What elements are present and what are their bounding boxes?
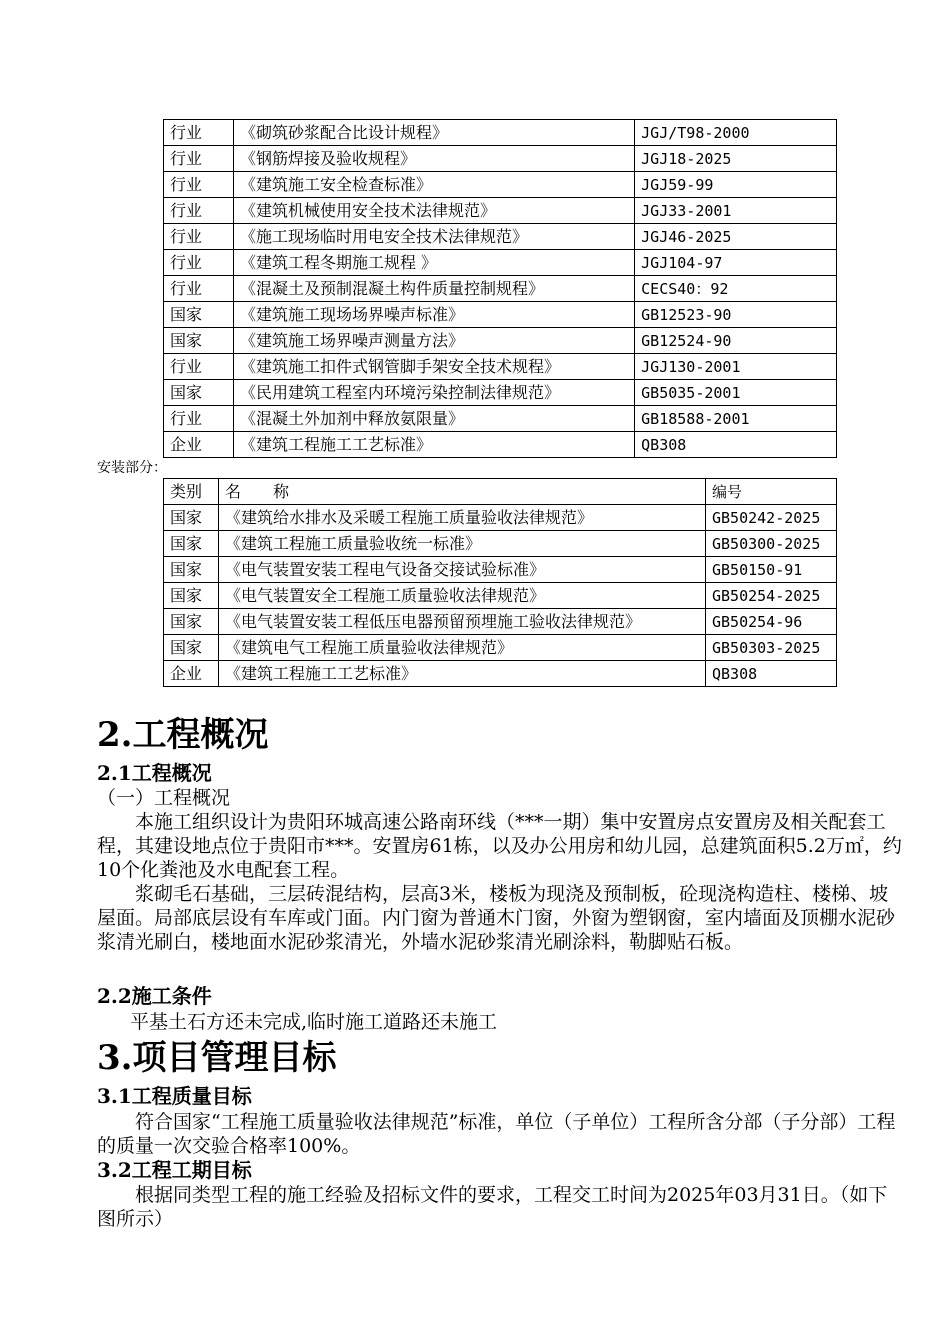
section-3-1-heading: 3.1工程质量目标	[97, 1084, 252, 1108]
table-row	[164, 432, 837, 458]
standard-name-cell: 《建筑给水排水及采暖工程施工质量验收法律规范》	[218, 505, 705, 531]
standard-name-cell: 《砌筑砂浆配合比设计规程》	[233, 120, 634, 146]
standard-code-cell: GB12524-90	[635, 328, 837, 354]
standard-name-cell: 《施工现场临时用电安全技术法律规范》	[233, 224, 634, 250]
standards-table-installation-body	[164, 479, 837, 687]
standard-category-cell: 国家	[164, 583, 219, 609]
standard-code-cell: QB308	[706, 661, 837, 687]
table-row	[164, 583, 837, 609]
standard-name-cell: 《建筑电气工程施工质量验收法律规范》	[218, 635, 705, 661]
standard-code-cell: GB50254-96	[706, 609, 837, 635]
table-row	[164, 302, 837, 328]
standards-table-installation	[163, 478, 837, 687]
standard-code-cell: JGJ104-97	[635, 250, 837, 276]
table-row	[164, 635, 837, 661]
table-row	[164, 276, 837, 302]
standard-name-cell: 《建筑施工场界噪声测量方法》	[233, 328, 634, 354]
standard-name-cell: 《建筑机械使用安全技术法律规范》	[233, 198, 634, 224]
construction-conditions-text: 平基土石方还未完成,临时施工道路还未施工	[130, 1011, 498, 1033]
project-overview-paragraph: 本施工组织设计为贵阳环城高速公路南环线（***一期）集中安置房点安置房及相关配套工程，其建设地点位于贵阳市***。安置房61栋，以及办公用房和幼儿园，总建筑面积5.2万㎡，约10个化粪池及水电配套工程。	[97, 811, 902, 881]
standard-category-cell: 行业	[164, 120, 234, 146]
standard-name-cell: 《建筑施工现场场界噪声标准》	[233, 302, 634, 328]
standard-name-cell: 《混凝土及预制混凝土构件质量控制规程》	[233, 276, 634, 302]
section-2-heading: 2.工程概况	[97, 715, 269, 755]
standard-category-cell: 行业	[164, 406, 234, 432]
standard-category-cell: 国家	[164, 557, 219, 583]
standard-category-cell: 国家	[164, 380, 234, 406]
standard-category-cell: 行业	[164, 198, 234, 224]
table-row	[164, 380, 837, 406]
standard-category-cell: 行业	[164, 224, 234, 250]
standard-name-cell: 《民用建筑工程室内环境污染控制法律规范》	[233, 380, 634, 406]
standard-category-cell: 企业	[164, 432, 234, 458]
standard-code-cell: JGJ46-2025	[635, 224, 837, 250]
standard-category-cell: 国家	[164, 302, 234, 328]
header-type: 类别	[164, 479, 219, 505]
standard-name-cell: 《建筑施工扣件式钢管脚手架安全技术规程》	[233, 354, 634, 380]
quality-target-text: 符合国家“工程施工质量验收法律规范”标准，单位（子单位）工程所含分部（子分部）工程的质量一次交验合格率100%。	[97, 1111, 896, 1157]
table-row	[164, 531, 837, 557]
schedule-target-text: 根据同类型工程的施工经验及招标文件的要求，工程交工时间为2025年03月31日。（如下图所示）	[97, 1184, 888, 1230]
standard-code-cell: GB50254-2025	[706, 583, 837, 609]
standard-category-cell: 行业	[164, 354, 234, 380]
standard-category-cell: 企业	[164, 661, 219, 687]
table-row	[164, 224, 837, 250]
table-row	[164, 505, 837, 531]
standard-code-cell: CECS40：92	[635, 276, 837, 302]
standards-table-industry	[163, 119, 837, 458]
standard-code-cell: JGJ18-2025	[635, 146, 837, 172]
standard-category-cell: 国家	[164, 531, 219, 557]
standard-code-cell: GB50242-2025	[706, 505, 837, 531]
standard-code-cell: JGJ33-2001	[635, 198, 837, 224]
table-row	[164, 661, 837, 687]
standard-name-cell: 《电气装置安装工程低压电器预留预埋施工验收法律规范》	[218, 609, 705, 635]
section-2-2-heading: 2.2施工条件	[97, 984, 212, 1008]
standard-code-cell: GB50303-2025	[706, 635, 837, 661]
table-row	[164, 250, 837, 276]
section-3-heading: 3.项目管理目标	[97, 1038, 337, 1078]
standard-name-cell: 《建筑工程施工质量验收统一标准》	[218, 531, 705, 557]
standards-table-industry-body	[164, 120, 837, 458]
standard-name-cell: 《建筑工程冬期施工规程 》	[233, 250, 634, 276]
standard-name-cell: 《建筑工程施工工艺标准》	[218, 661, 705, 687]
standard-name-cell: 《建筑施工安全检查标准》	[233, 172, 634, 198]
standard-category-cell: 国家	[164, 505, 219, 531]
section-3-2-heading: 3.2工程工期目标	[97, 1158, 252, 1182]
table-row	[164, 557, 837, 583]
standard-name-cell: 《电气装置安装工程电气设备交接试验标准》	[218, 557, 705, 583]
standard-code-cell: GB5035-2001	[635, 380, 837, 406]
section-2-1-heading: 2.1工程概况	[97, 761, 212, 785]
table-row	[164, 172, 837, 198]
standard-code-cell: GB12523-90	[635, 302, 837, 328]
standard-code-cell: GB50300-2025	[706, 531, 837, 557]
standard-category-cell: 行业	[164, 146, 234, 172]
standard-code-cell: GB50150-91	[706, 557, 837, 583]
standard-name-cell: 《建筑工程施工工艺标准》	[233, 432, 634, 458]
standard-name-cell: 《电气装置安全工程施工质量验收法律规范》	[218, 583, 705, 609]
standard-category-cell: 国家	[164, 328, 234, 354]
standard-code-cell: JGJ130-2001	[635, 354, 837, 380]
standard-name-cell: 《钢筋焊接及验收规程》	[233, 146, 634, 172]
structure-paragraph: 浆砌毛石基础，三层砖混结构，层高3米，楼板为现浇及预制板，砼现浇构造柱、楼梯、坡屋面。局部底层设有车库或门面。内门窗为普通木门窗，外窗为塑钢窗，室内墙面及顶棚水泥砂浆清光刷白，楼地面水泥砂浆清光，外墙水泥砂浆清光刷涂料，勒脚贴石板。	[97, 883, 896, 953]
standard-category-cell: 行业	[164, 276, 234, 302]
standard-code-cell: QB308	[635, 432, 837, 458]
standard-code-cell: JGJ/T98-2000	[635, 120, 837, 146]
table-header-row	[164, 479, 837, 505]
install-section-label: 安装部分：	[97, 460, 167, 476]
table-row	[164, 328, 837, 354]
table-row	[164, 354, 837, 380]
table-row	[164, 609, 837, 635]
standard-category-cell: 行业	[164, 250, 234, 276]
table-row	[164, 120, 837, 146]
table-row	[164, 198, 837, 224]
standard-code-cell: JGJ59-99	[635, 172, 837, 198]
standard-category-cell: 国家	[164, 635, 219, 661]
standard-category-cell: 国家	[164, 609, 219, 635]
standard-code-cell: GB18588-2001	[635, 406, 837, 432]
table-row	[164, 406, 837, 432]
standard-name-cell: 《混凝土外加剂中释放氨限量》	[233, 406, 634, 432]
table-row	[164, 146, 837, 172]
header-name: 名 称	[218, 479, 705, 505]
standard-category-cell: 行业	[164, 172, 234, 198]
section-2-1-label: （一）工程概况	[97, 787, 231, 809]
header-code: 编号	[706, 479, 837, 505]
